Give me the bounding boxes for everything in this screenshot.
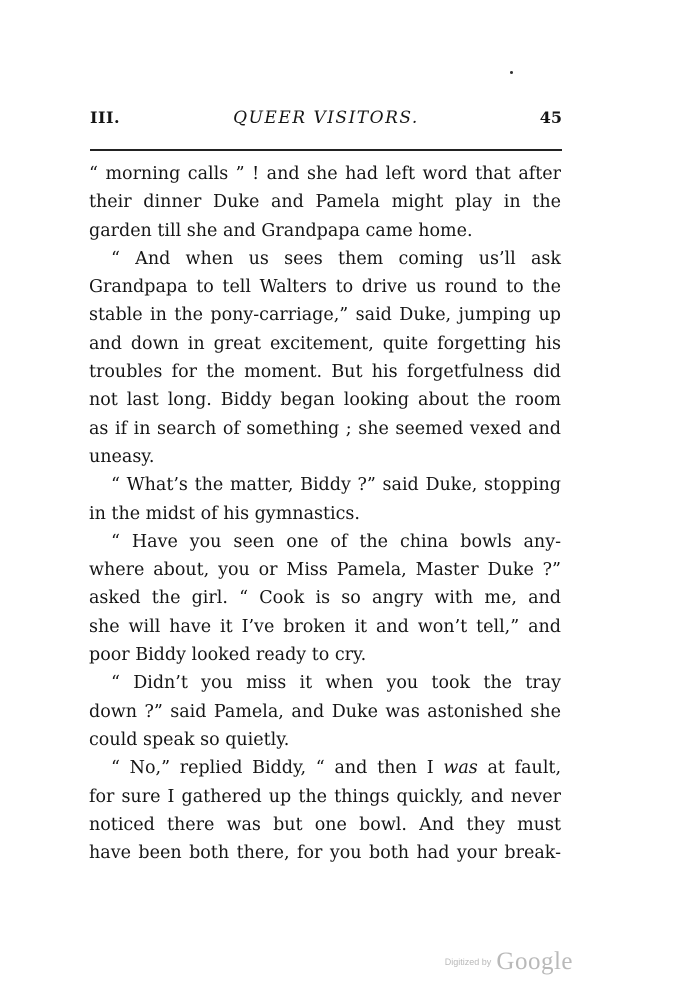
text-line: “ morning calls ” ! and she had left word that after	[89, 164, 561, 184]
text-line: for sure I gathered up the things quickly, and never	[89, 786, 561, 807]
text-line: their dinner Duke and Pamela might play in the	[89, 192, 561, 213]
ink-speck	[510, 71, 513, 74]
running-title: QUEER VISITORS.	[233, 108, 419, 128]
text-line: down ?” said Pamela, and Duke was astonished she	[89, 701, 561, 722]
text-line: noticed there was but one bowl. And they must	[89, 814, 561, 835]
text-line: poor Biddy looked ready to cry.	[89, 645, 367, 666]
text-line: asked the girl. “ Cook is so angry with me, and	[89, 588, 561, 609]
google-watermark	[445, 948, 573, 976]
text-line: garden till she and Grandpapa came home.	[89, 220, 473, 241]
chapter-number: III.	[90, 108, 121, 127]
text-line: “ What’s the matter, Biddy ?” said Duke, stopping	[111, 475, 561, 496]
emphasis: was	[443, 758, 478, 779]
text-line: Grandpapa to tell Walters to drive us round to the	[89, 277, 561, 298]
text-line: and down in great excitement, quite forgetting his	[89, 333, 561, 354]
text-line: troubles for the moment. But his forgetfulness did	[89, 362, 561, 383]
watermark-prefix: Digitized by	[444, 957, 492, 967]
page-number: 45	[539, 108, 562, 127]
text-line: “ Didn’t you miss it when you took the tray	[111, 673, 561, 694]
text-line: have been both there, for you both had your break-	[89, 843, 561, 864]
text-line: she will have it I’ve broken it and won’t tell,” and	[89, 616, 561, 637]
text-line: where about, you or Miss Pamela, Master Duke ?”	[89, 560, 561, 581]
text-line: uneasy.	[89, 446, 155, 467]
text-line: stable in the pony-carriage,” said Duke, jumping up	[89, 305, 561, 326]
text-line: “ No,” replied Biddy, “ and then I was at fault,	[111, 758, 562, 779]
text-line: not last long. Biddy began looking about the room	[89, 390, 561, 411]
text-line: could speak so quietly.	[89, 729, 290, 750]
google-logo: Google	[496, 948, 573, 975]
body-text	[89, 160, 561, 867]
text-line: “ Have you seen one of the china bowls any-	[111, 531, 561, 552]
text-line: “ And when us sees them coming us’ll ask	[111, 248, 561, 269]
text-line: as if in search of something ; she seemed vexed and	[89, 418, 561, 439]
header-rule	[90, 149, 562, 151]
running-header	[90, 104, 562, 132]
text-line: in the midst of his gymnastics.	[89, 503, 360, 524]
